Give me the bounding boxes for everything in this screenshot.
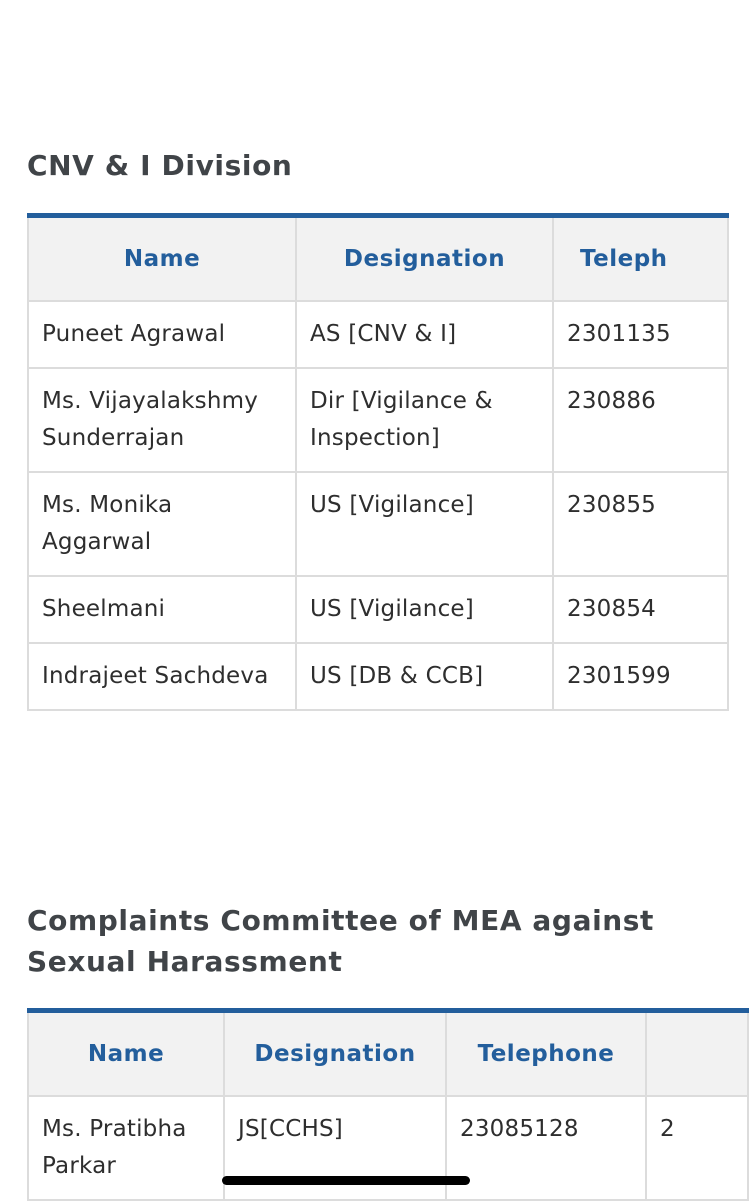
table-row [28,368,728,472]
section-title-complaints-committee: Complaints Committee of MEA against Sexual Harassment [27,904,655,978]
column-header-name: Name [28,216,296,302]
table-header-row [28,1011,748,1097]
cell-telephone: 23085128 [446,1096,646,1200]
column-header-telephone: Teleph [553,216,728,302]
cell-designation: US [Vigilance] [296,472,553,576]
cell-telephone: 230855 [553,472,728,576]
section-title-cnv-division: CNV & I Division [27,149,293,182]
cell-telephone: 2301599 [553,643,728,710]
cell-name: Ms. Monika Aggarwal [28,472,296,576]
cell-name: Sheelmani [28,576,296,643]
cell-telephone: 2301135 [553,301,728,368]
cell-name: Puneet Agrawal [28,301,296,368]
cell-designation: US [Vigilance] [296,576,553,643]
cnv-division-table-container[interactable] [27,213,671,753]
cnv-division-table [27,213,729,711]
column-header-designation: Designation [296,216,553,302]
column-header-name: Name [28,1011,224,1097]
table-header-row [28,216,728,302]
cell-name: Indrajeet Sachdeva [28,643,296,710]
table-row [28,576,728,643]
cell-designation: AS [CNV & I] [296,301,553,368]
cell-designation: US [DB & CCB] [296,643,553,710]
column-header-telephone: Telephone [446,1011,646,1097]
home-indicator-bar[interactable] [222,1176,470,1185]
column-header-designation: Designation [224,1011,446,1097]
column-header-extra [646,1011,748,1097]
cell-designation: Dir [Vigilance & Inspection] [296,368,553,472]
complaints-committee-table [27,1008,749,1201]
cell-name: Ms. Vijayalakshmy Sunderrajan [28,368,296,472]
table-row [28,643,728,710]
cell-telephone: 230886 [553,368,728,472]
table-row [28,472,728,576]
cell-extra: 2 [646,1096,748,1200]
table-row [28,301,728,368]
complaints-committee-table-container[interactable] [27,1008,675,1200]
cell-telephone: 230854 [553,576,728,643]
cell-name: Ms. Pratibha Parkar [28,1096,224,1200]
cell-designation: JS[CCHS] [224,1096,446,1200]
